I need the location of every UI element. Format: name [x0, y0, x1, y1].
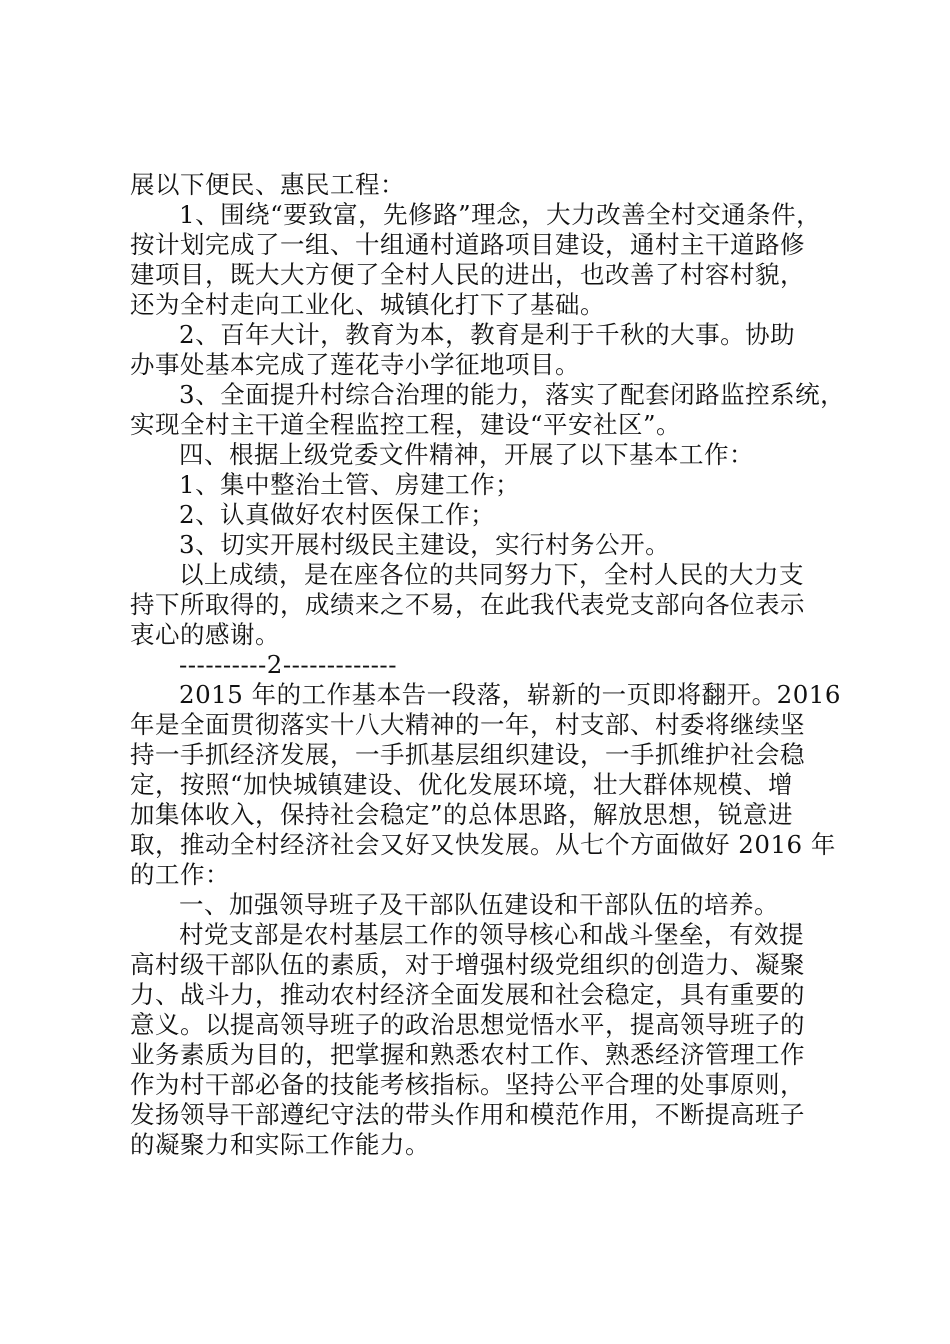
text-line: 2、百年大计，教育为本，教育是利于千秋的大事。协助	[179, 320, 796, 349]
text-line: 还为全村走向工业化、城镇化打下了基础。	[130, 290, 605, 319]
text-line: 1、围绕“要致富，先修路”理念，大力改善全村交通条件，	[179, 200, 822, 229]
text-line: 意义。以提高领导班子的政治思想觉悟水平，提高领导班子的	[130, 1010, 805, 1039]
text-line: ----------2-------------	[179, 650, 397, 679]
text-line: 作为村干部必备的技能考核指标。坚持公平合理的处事原则，	[130, 1070, 805, 1099]
text-line: 实现全村主干道全程监控工程，建设“平安社区”。	[130, 410, 682, 439]
text-line: 村党支部是农村基层工作的领导核心和战斗堡垒，有效提	[179, 920, 804, 949]
text-line: 取，推动全村经济社会又好又快发展。从七个方面做好 2016 年	[130, 830, 836, 859]
text-line: 业务素质为目的，把掌握和熟悉农村工作、熟悉经济管理工作	[130, 1040, 805, 1069]
text-line: 办事处基本完成了莲花寺小学征地项目。	[130, 350, 580, 379]
text-line: 建项目，既大大方便了全村人民的进出，也改善了村容村貌，	[130, 260, 805, 289]
text-line: 持一手抓经济发展，一手抓基层组织建设，一手抓维护社会稳	[130, 740, 805, 769]
text-line: 以上成绩，是在座各位的共同努力下，全村人民的大力支	[179, 560, 804, 589]
text-line: 2015 年的工作基本告一段落，崭新的一页即将翻开。2016	[179, 680, 841, 709]
text-line: 衷心的感谢。	[130, 620, 280, 649]
text-line: 四、根据上级党委文件精神，开展了以下基本工作：	[179, 440, 754, 469]
text-line: 一、加强领导班子及干部队伍建设和干部队伍的培养。	[179, 890, 779, 919]
text-line: 按计划完成了一组、十组通村道路项目建设，通村主干道路修	[130, 230, 805, 259]
text-line: 年是全面贯彻落实十八大精神的一年，村支部、村委将继续坚	[130, 710, 805, 739]
text-line: 持下所取得的，成绩来之不易，在此我代表党支部向各位表示	[130, 590, 805, 619]
text-line: 定，按照“加快城镇建设、优化发展环境，壮大群体规模、增	[130, 770, 794, 799]
text-line: 力、战斗力，推动农村经济全面发展和社会稳定，具有重要的	[130, 980, 805, 1009]
text-line: 1、集中整治土管、房建工作；	[179, 470, 521, 499]
text-line: 发扬领导干部遵纪守法的带头作用和模范作用，不断提高班子	[130, 1100, 805, 1129]
text-line: 3、全面提升村综合治理的能力，落实了配套闭路监控系统，	[179, 380, 846, 409]
text-line: 的凝聚力和实际工作能力。	[130, 1130, 430, 1159]
text-line: 高村级干部队伍的素质，对于增强村级党组织的创造力、凝聚	[130, 950, 805, 979]
document-body	[130, 170, 846, 1160]
text-line: 2、认真做好农村医保工作；	[179, 500, 496, 529]
text-line: 的工作：	[130, 860, 230, 889]
text-line: 展以下便民、惠民工程：	[130, 170, 405, 199]
text-line: 加集体收入，保持社会稳定”的总体思路，解放思想，锐意进	[130, 800, 794, 829]
text-line: 3、切实开展村级民主建设，实行村务公开。	[179, 530, 671, 559]
